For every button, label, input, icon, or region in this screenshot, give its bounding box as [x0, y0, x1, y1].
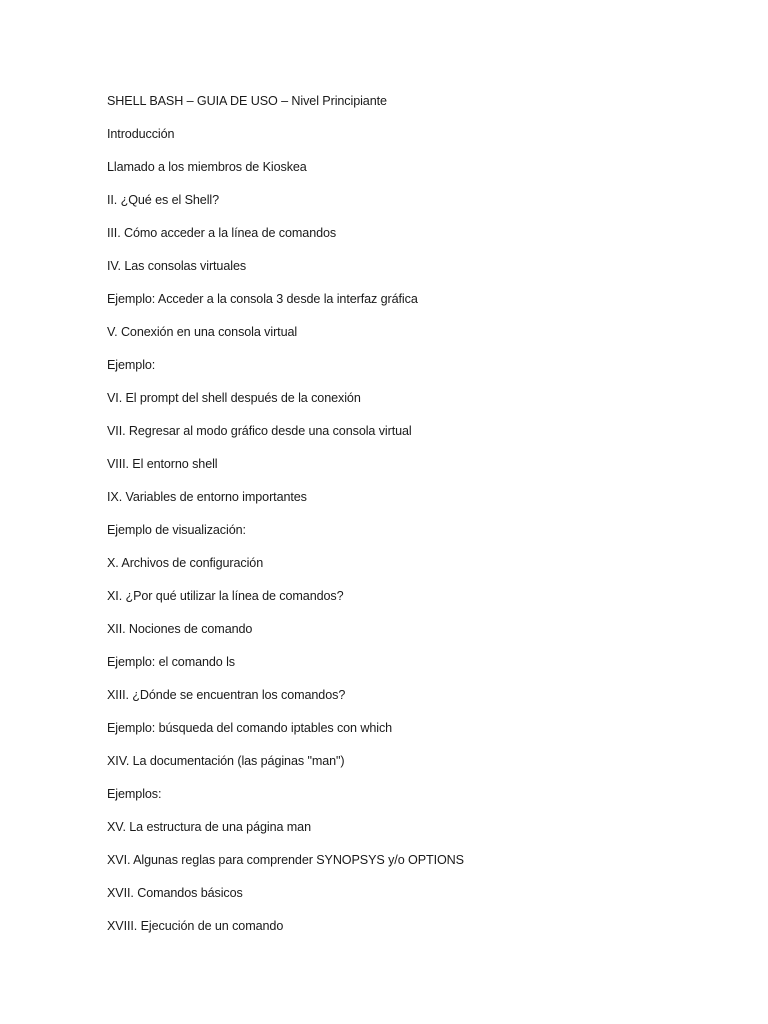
document-line: V. Conexión en una consola virtual: [107, 325, 298, 339]
document-line: Ejemplo: Acceder a la consola 3 desde la interfaz gráfica: [107, 292, 418, 306]
document-line: XIV. La documentación (las páginas "man"): [107, 754, 345, 768]
document-line: Introducción: [107, 127, 175, 141]
document-line: Ejemplos:: [107, 787, 162, 801]
document-line: Ejemplo: el comando ls: [107, 655, 235, 669]
document-line: XV. La estructura de una página man: [107, 820, 311, 834]
document-line: VIII. El entorno shell: [107, 457, 218, 471]
document-line: XVII. Comandos básicos: [107, 886, 243, 900]
document-line: Ejemplo: búsqueda del comando iptables con which: [107, 721, 393, 735]
document-line: XI. ¿Por qué utilizar la línea de comandos?: [107, 589, 344, 603]
document-line: VI. El prompt del shell después de la conexión: [107, 391, 361, 405]
document-line: IV. Las consolas virtuales: [107, 259, 247, 273]
document-lines: [107, 92, 727, 950]
document-line: XVI. Algunas reglas para comprender SYNOPSYS y/o OPTIONS: [107, 853, 464, 867]
document-line: VII. Regresar al modo gráfico desde una consola virtual: [107, 424, 412, 438]
document-line: Ejemplo de visualización:: [107, 523, 246, 537]
document-line: X. Archivos de configuración: [107, 556, 264, 570]
document-line: IX. Variables de entorno importantes: [107, 490, 307, 504]
document-line: Llamado a los miembros de Kioskea: [107, 160, 307, 174]
document-title: SHELL BASH – GUIA DE USO – Nivel Principiante: [107, 94, 387, 108]
document-line: XVIII. Ejecución de un comando: [107, 919, 284, 933]
document-line: XII. Nociones de comando: [107, 622, 253, 636]
document-line: XIII. ¿Dónde se encuentran los comandos?: [107, 688, 346, 702]
document-line: II. ¿Qué es el Shell?: [107, 193, 220, 207]
document-line: III. Cómo acceder a la línea de comandos: [107, 226, 337, 240]
document-line: Ejemplo:: [107, 358, 156, 372]
